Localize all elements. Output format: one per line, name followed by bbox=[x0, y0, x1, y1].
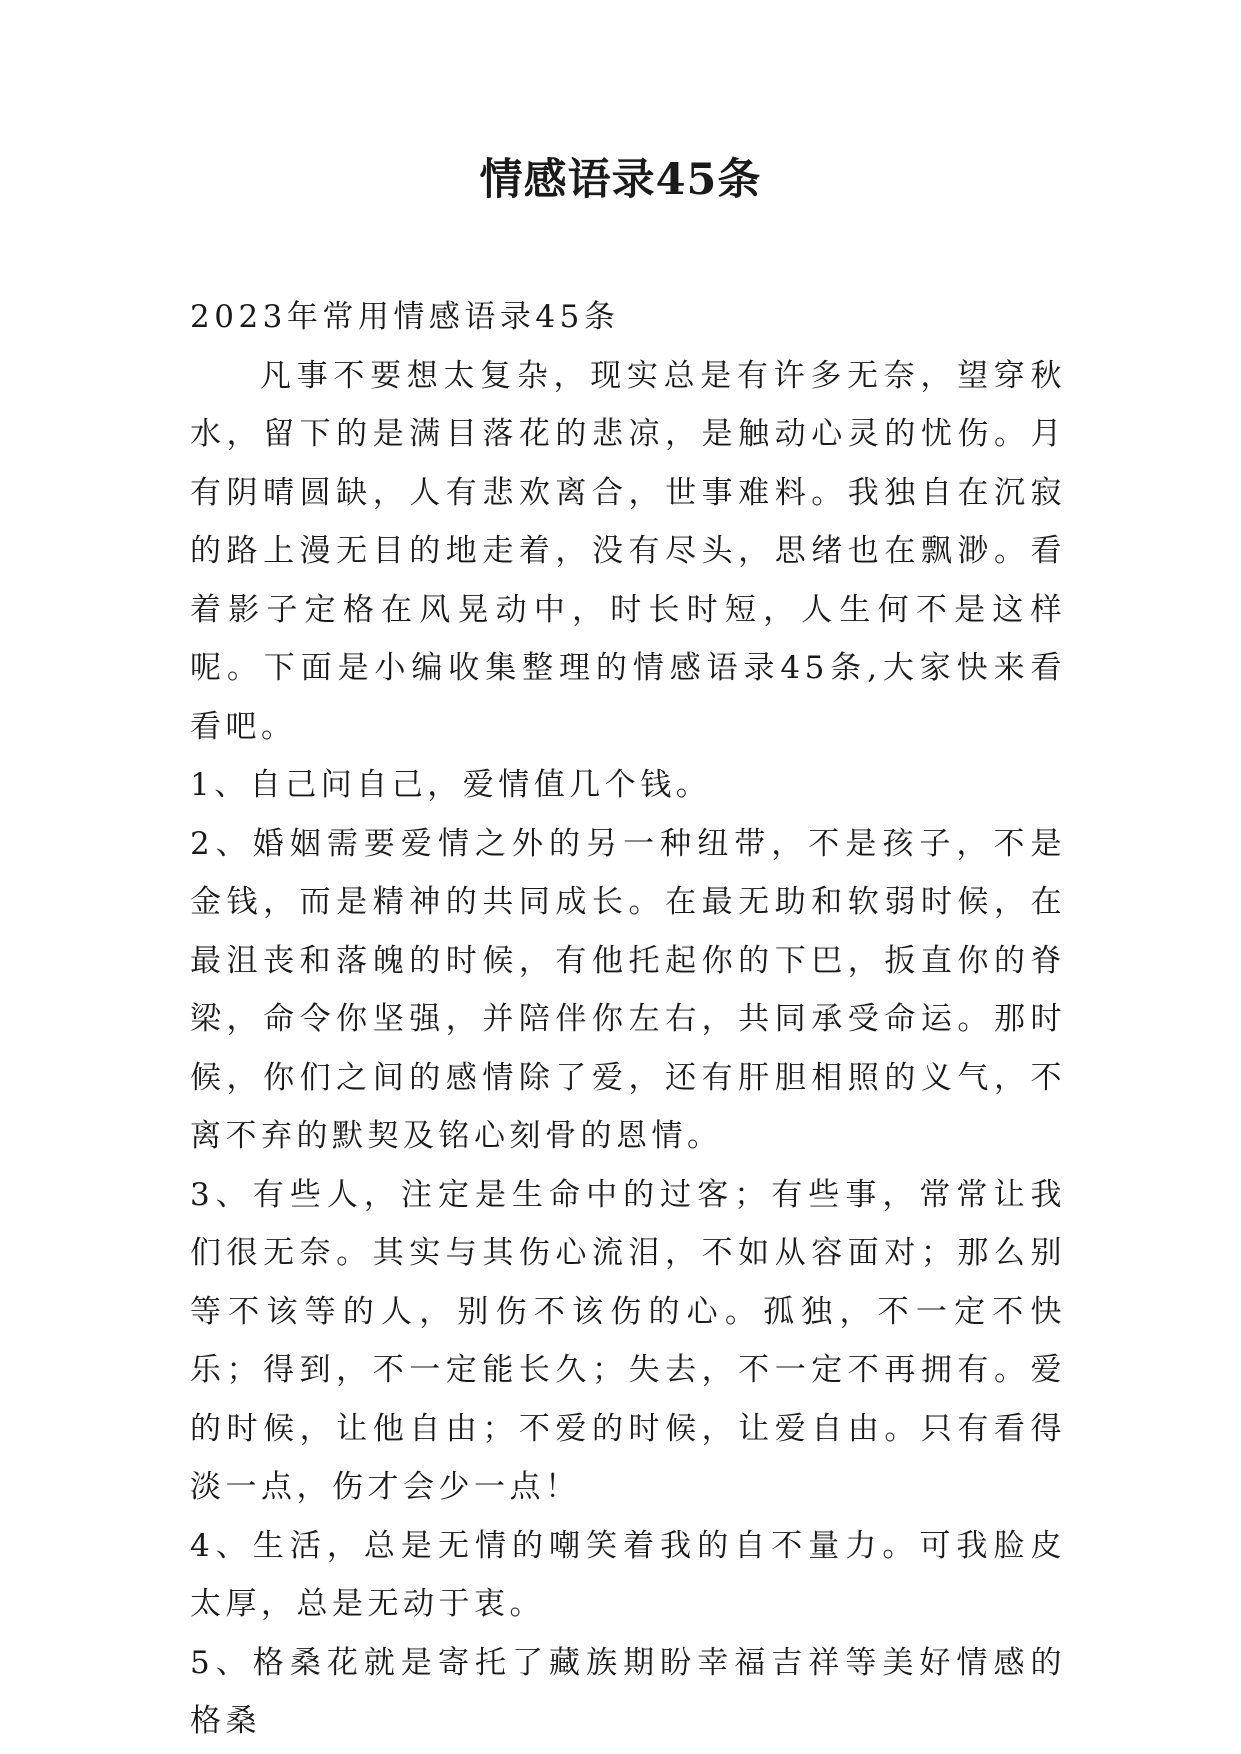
quote-item-4: 4、生活，总是无情的嘲笑着我的自不量力。可我脸皮太厚，总是无动于衷。 bbox=[190, 1527, 1066, 1622]
quote-item-3: 3、有些人，注定是生命中的过客；有些事，常常让我们很无奈。其实与其伤心流泪，不如从容面对；那么别等不该等的人，别伤不该伤的心。孤独，不一定不快乐；得到，不一定能长久；失去，不一定不再拥有。爱的时候，让他自由；不爱的时候，让爱自由。只有看得淡一点，伤才会少一点！ bbox=[190, 1176, 1066, 1505]
intro-paragraph: 凡事不要想太复杂，现实总是有许多无奈，望穿秋水，留下的是满目落花的悲凉，是触动心灵的忧伤。月有阴晴圆缺，人有悲欢离合，世事难料。我独自在沉寂的路上漫无目的地走着，没有尽头，思绪也在飘渺。看着影子定格在风晃动中，时长时短，人生何不是这样呢。下面是小编收集整理的情感语录45条,大家快来看看吧。 bbox=[190, 357, 1066, 745]
document-body bbox=[190, 288, 1066, 1751]
document-subtitle: 2023年常用情感语录45条 bbox=[190, 299, 620, 335]
quote-item-1: 1、自己问自己，爱情值几个钱。 bbox=[190, 767, 712, 803]
quote-item-2: 2、婚姻需要爱情之外的另一种纽带，不是孩子，不是金钱，而是精神的共同成长。在最无助和软弱时候，在最沮丧和落魄的时候，有他托起你的下巴，扳直你的脊梁，命令你坚强，并陪伴你左右，共同承受命运。那时候，你们之间的感情除了爱，还有肝胆相照的义气，不离不弃的默契及铭心刻骨的恩情。 bbox=[190, 825, 1066, 1154]
document-title: 情感语录45条 bbox=[479, 155, 762, 205]
quote-item-5: 5、格桑花就是寄托了藏族期盼幸福吉祥等美好情感的格桑 bbox=[190, 1644, 1066, 1739]
